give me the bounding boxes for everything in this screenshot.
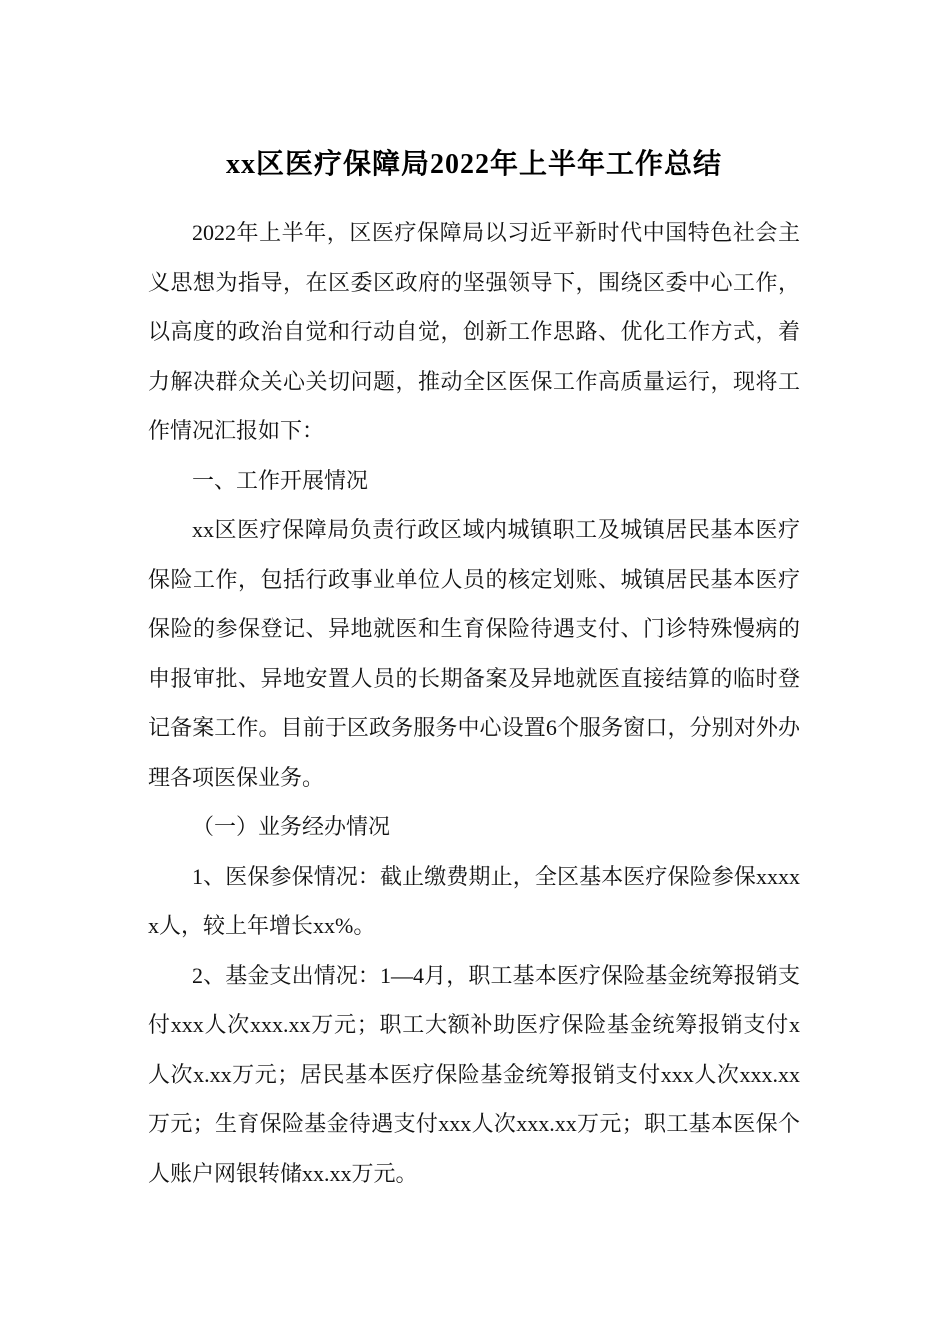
- numbered-item-fund-expenditure: 2、基金支出情况：1—4月，职工基本医疗保险基金统筹报销支付xxx人次xxx.xx万元；职工大额补助医疗保险基金统筹报销支付x人次x.xx万元；居民基本医疗保险基金统筹报销支付xxx人次xxx.xx万元；生育保险基金待遇支付xxx人次xxx.xx万元；职工基本医保个人账户网银转储xx.xx万元。: [148, 962, 800, 1186]
- document-body: [148, 208, 800, 1198]
- numbered-item-insurance-enrollment: 1、医保参保情况：截止缴费期止，全区基本医疗保险参保xxxxx人，较上年增长xx%。: [148, 863, 800, 938]
- intro-paragraph: 2022年上半年，区医疗保障局以习近平新时代中国特色社会主义思想为指导，在区委区政府的坚强领导下，围绕区委中心工作，以高度的政治自觉和行动自觉，创新工作思路、优化工作方式，着力解决群众关心关切问题，推动全区医保工作高质量运行，现将工作情况汇报如下：: [148, 220, 800, 443]
- document-title: xx区医疗保障局2022年上半年工作总结: [225, 149, 722, 180]
- body-paragraph-responsibilities: xx区医疗保障局负责行政区域内城镇职工及城镇居民基本医疗保险工作，包括行政事业单位人员的核定划账、城镇居民基本医疗保险的参保登记、异地就医和生育保险待遇支付、门诊特殊慢病的申报审批、异地安置人员的长期备案及异地就医直接结算的临时登记备案工作。目前于区政务服务中心设置6个服务窗口，分别对外办理各项医保业务。: [148, 517, 800, 790]
- section-heading-work-progress: 一、工作开展情况: [192, 467, 369, 493]
- subsection-heading-business-handling: （一）业务经办情况: [192, 814, 391, 839]
